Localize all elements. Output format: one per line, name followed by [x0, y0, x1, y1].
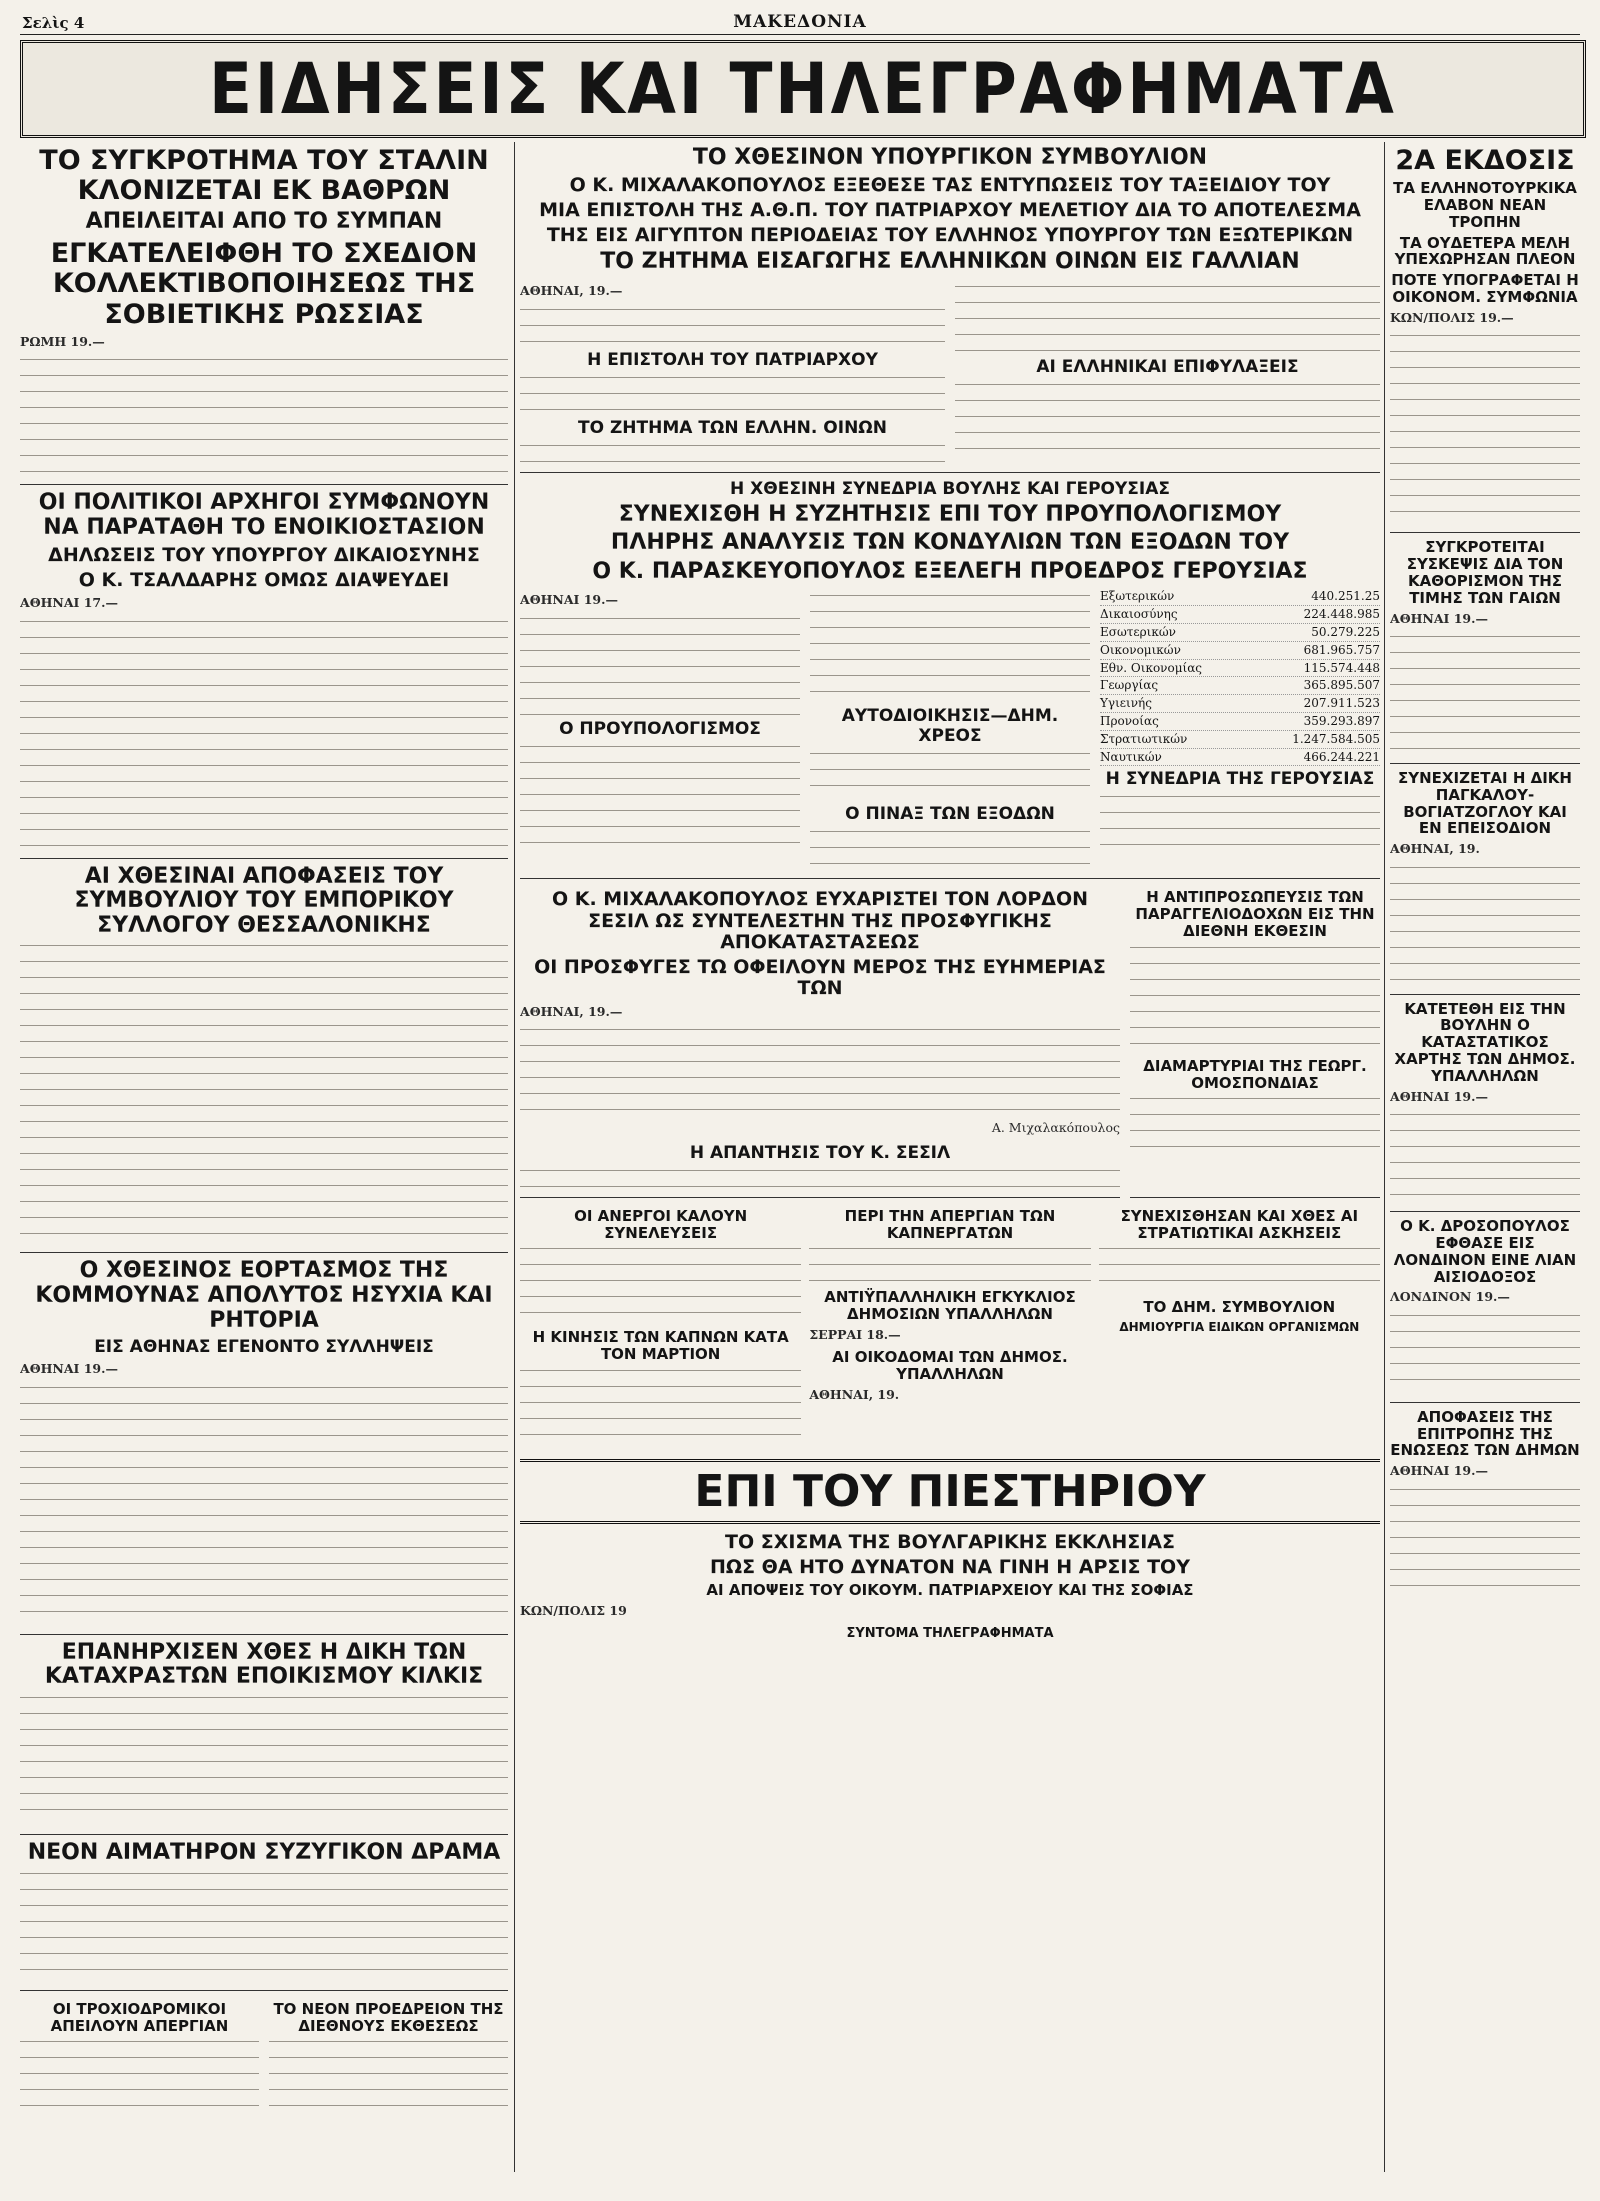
table-row: Εσωτερικών 50.279.225: [1100, 624, 1380, 642]
press-banner: ΕΠΙ ΤΟΥ ΠΙΕΣΤΗΡΙΟΥ: [520, 1459, 1380, 1524]
dateline: ΑΘΗΝΑΙ 19.—: [1390, 1088, 1488, 1104]
body-text: [809, 1245, 1090, 1285]
dateline: ΣΕΡΡΑΙ 18.—: [809, 1326, 901, 1342]
subheadline: ΠΛΗΡΗΣ ΑΝΑΛΥΣΙΣ ΤΩΝ ΚΟΝΔΥΛΙΩΝ ΤΩΝ ΕΞΟΔΩΝ ΤΟΥ: [610, 530, 1290, 556]
headline: Ο Κ. ΜΙΧΑΛΑΚΟΠΟΥΛΟΣ ΕΥΧΑΡΙΣΤΕΙ ΤΟΝ ΛΟΡΔΟΝ ΣΕΣΙΛ ΩΣ ΣΥΝΤΕΛΕΣΤΗΝ ΤΗΣ ΠΡΟΣΦΥΓΙΚΗΣ ΑΠΟΚΑΤΑΣΤΑΣΕΩΣ: [551, 888, 1089, 953]
body-text: [1100, 793, 1380, 853]
article-maneuvers: [1099, 1204, 1380, 1451]
article-tobacco-strike: [809, 1204, 1090, 1451]
body-text: [269, 2038, 508, 2108]
subheadline: Ο Κ. ΠΑΡΑΣΚΕΥΟΠΟΥΛΟΣ ΕΞΕΛΕΓΗ ΠΡΟΕΔΡΟΣ ΓΕΡΟΥΣΙΑΣ: [592, 558, 1308, 584]
table-row: Εξωτερικών 440.251.25: [1100, 588, 1380, 606]
headline: ΟΙ ΤΡΟΧΙΟΔΡΟΜΙΚΟΙ ΑΠΕΙΛΟΥΝ ΑΠΕΡΓΙΑΝ: [50, 1999, 229, 2035]
headline: Η ΚΙΝΗΣΙΣ ΤΩΝ ΚΑΠΝΩΝ ΚΑΤΑ ΤΟΝ ΜΑΡΤΙΟΝ: [532, 1328, 789, 1364]
dateline: ΡΩΜΗ 19.—: [20, 333, 105, 349]
body-text: [1130, 1095, 1380, 1155]
section-banner: [20, 40, 1586, 138]
body-text: [20, 1870, 508, 1980]
headline: Ο ΧΘΕΣΙΝΟΣ ΕΟΡΤΑΣΜΟΣ ΤΗΣ ΚΟΜΜΟΥΝΑΣ ΑΠΟΛΥΤΟΣ ΗΣΥΧΙΑ ΚΑΙ ΡΗΤΟΡΙΑ: [35, 1258, 493, 1333]
headline: ΑΙ ΧΘΕΣΙΝΑΙ ΑΠΟΦΑΣΕΙΣ ΤΟΥ ΣΥΜΒΟΥΛΙΟΥ ΤΟΥ ΕΜΠΟΡΙΚΟΥ ΣΥΛΛΟΓΟΥ ΘΕΣΣΑΛΟΝΙΚΗΣ: [74, 863, 454, 938]
headline: ΣΥΝΕΧΙΣΘΗΣΑΝ ΚΑΙ ΧΘΕΣ ΑΙ ΣΤΡΑΤΙΩΤΙΚΑΙ ΑΣΚΗΣΕΙΣ: [1120, 1206, 1359, 1242]
headline: ΕΠΑΝΗΡΧΙΣΕΝ ΧΘΕΣ Η ΔΙΚΗ ΤΩΝ ΚΑΤΑΧΡΑΣΤΩΝ ΕΠΟΙΚΙΣΜΟΥ ΚΙΛΚΙΣ: [44, 1639, 484, 1690]
dateline: ΑΘΗΝΑΙ, 19.: [1390, 841, 1480, 857]
article-tram: [20, 1997, 259, 2113]
body-text: [955, 381, 1380, 451]
dateline: ΑΘΗΝΑΙ, 19.: [809, 1387, 900, 1403]
article-stalin: [20, 146, 508, 485]
headline: ΤΟ ΣΥΓΚΡΟΤΗΜΑ ΤΟΥ ΣΤΑΛΙΝ ΚΛΟΝΙΖΕΤΑΙ ΕΚ ΒΑΘΡΩΝ: [39, 145, 489, 207]
article-cecil: [520, 885, 1120, 1197]
headline: ΝΕΟΝ ΑΙΜΑΤΗΡΟΝ ΣΥΖΥΓΙΚΟΝ ΔΡΑΜΑ: [27, 1840, 501, 1866]
body-text: [1390, 1486, 1580, 1586]
table-row: Προνοίας 359.293.897: [1100, 713, 1380, 731]
body-text: [20, 1384, 508, 1624]
section-subhead: Η ΑΠΑΝΤΗΣΙΣ ΤΟΥ Κ. ΣΕΣΙΛ: [689, 1142, 951, 1163]
headline: ΑΠΟΦΑΣΕΙΣ ΤΗΣ ΕΠΙΤΡΟΠΗΣ ΤΗΣ ΕΝΩΣΕΩΣ ΤΩΝ ΔΗΜΩΝ: [1390, 1407, 1580, 1460]
edition-title: 2Α ΕΚΔΟΣΙΣ: [1395, 145, 1575, 176]
body-text: [520, 1026, 1120, 1116]
body-text: [520, 1167, 1120, 1187]
signature: Α. Μιχαλακόπουλος: [991, 1120, 1120, 1136]
table-row: Οικονομικών 681.965.757: [1100, 642, 1380, 660]
body-text: [520, 442, 945, 462]
body-text: [810, 828, 1090, 868]
table-row: Στρατιωτικών 1.247.584.505: [1100, 731, 1380, 749]
body-text: [1390, 864, 1580, 984]
headline: ΑΙ ΟΙΚΟΔΟΜΑΙ ΤΩΝ ΔΗΜΟΣ. ΥΠΑΛΛΗΛΩΝ: [832, 1348, 1068, 1384]
table-row: Υγιεινής 207.911.523: [1100, 695, 1380, 713]
body-text: [520, 374, 945, 414]
newspaper-page: [20, 12, 1580, 2177]
headline: ΣΥΓΚΡΟΤΕΙΤΑΙ ΣΥΣΚΕΨΙΣ ΔΙΑ ΤΟΝ ΚΑΘΟΡΙΣΜΟΝ ΤΗΣ ΤΙΜΗΣ ΤΩΝ ΓΑΙΩΝ: [1406, 538, 1564, 607]
subheadline: ΔΗΜΙΟΥΡΓΙΑ ΕΙΔΙΚΩΝ ΟΡΓΑΝΙΣΜΩΝ: [1119, 1320, 1360, 1335]
page-header: [20, 12, 1580, 35]
subheadline: ΠΩΣ ΘΑ ΗΤΟ ΔΥΝΑΤΟΝ ΝΑ ΓΙΝΗ Η ΑΡΣΙΣ ΤΟΥ: [710, 1556, 1190, 1579]
section-subhead: Ο ΠΡΟΥΠΟΛΟΓΙΣΜΟΣ: [559, 718, 761, 739]
headline: ΤΟ ΧΘΕΣΙΝΟΝ ΥΠΟΥΡΓΙΚΟΝ ΣΥΜΒΟΥΛΙΟΝ: [692, 145, 1208, 170]
headline: Ο Κ. ΔΡΟΣΟΠΟΥΛΟΣ ΕΦΘΑΣΕ ΕΙΣ ΛΟΝΔΙΝΟΝ ΕΙΝΕ ΛΙΑΝ ΑΙΣΙΟΔΟΞΟΣ: [1393, 1217, 1577, 1286]
subheadline: ΑΙ ΑΠΟΨΕΙΣ ΤΟΥ ΟΙΚΟΥΜ. ΠΑΤΡΙΑΡΧΕΙΟΥ ΚΑΙ ΤΗΣ ΣΟΦΙΑΣ: [706, 1581, 1194, 1600]
subheadline: ΤΗΣ ΕΙΣ ΑΙΓΥΠΤΟΝ ΠΕΡΙΟΔΕΙΑΣ ΤΟΥ ΕΛΛΗΝΟΣ ΥΠΟΥΡΓΟΥ ΤΩΝ ΕΞΩΤΕΡΙΚΩΝ: [546, 224, 1354, 247]
body-text: [1390, 633, 1580, 753]
body-text: [810, 592, 1090, 702]
body-text: [1390, 1312, 1580, 1392]
body-text: [810, 750, 1090, 800]
body-text: [20, 1694, 508, 1824]
dateline: ΑΘΗΝΑΙ 17.—: [20, 595, 118, 611]
body-text: [1390, 1111, 1580, 1201]
body-text: [520, 615, 800, 715]
dateline: ΑΘΗΝΑΙ 19.—: [520, 592, 618, 608]
body-text: [20, 2038, 259, 2108]
section-subhead: Η ΣΥΝΕΔΡΙΑ ΤΗΣ ΓΕΡΟΥΣΙΑΣ: [1105, 769, 1375, 790]
section-subhead: Ο ΠΙΝΑΞ ΤΩΝ ΕΞΟΔΩΝ: [845, 804, 1055, 825]
body-text: [520, 743, 800, 853]
body-text: [20, 356, 508, 474]
subheadline: ΔΗΛΩΣΕΙΣ ΤΟΥ ΥΠΟΥΡΓΟΥ ΔΙΚΑΙΟΣΥΝΗΣ: [48, 543, 480, 566]
headline: ΔΙΑΜΑΡΤΥΡΙΑΙ ΤΗΣ ΓΕΩΡΓ. ΟΜΟΣΠΟΝΔΙΑΣ: [1143, 1056, 1367, 1092]
subheadline: Ο Κ. ΤΣΑΛΔΑΡΗΣ ΟΜΩΣ ΔΙΑΨΕΥΔΕΙ: [78, 568, 450, 591]
body-text: [20, 942, 508, 1242]
body-text: [520, 1245, 801, 1325]
article-unions: [1390, 1409, 1580, 1586]
right-column: [1390, 142, 1580, 1590]
subheadline: ΟΙ ΠΡΟΣΦΥΓΕΣ ΤΩ ΟΦΕΙΛΟΥΝ ΜΕΡΟΣ ΤΗΣ ΕΥΗΜΕΡΙΑΣ ΤΩΝ: [534, 956, 1106, 1000]
headline: ΣΥΝΕΧΙΖΕΤΑΙ Η ΔΙΚΗ ΠΑΓΚΑΛΟΥ-ΒΟΓΙΑΤΖΟΓΛΟΥ ΚΑΙ ΕΝ ΕΠΕΙΣΟΔΙΟΝ: [1398, 769, 1572, 838]
subheadline: ΠΟΤΕ ΥΠΟΓΡΑΦΕΤΑΙ Η ΟΙΚΟΝΟΜ. ΣΥΜΦΩΝΙΑ: [1391, 271, 1579, 307]
headline: ΣΥΝΕΧΙΣΘΗ Η ΣΥΖΗΤΗΣΙΣ ΕΠΙ ΤΟΥ ΠΡΟΥΠΟΛΟΓΙΣΜΟΥ: [618, 501, 1282, 527]
headline: ΟΙ ΑΝΕΡΓΟΙ ΚΑΛΟΥΝ ΣΥΝΕΛΕΥΣΕΙΣ: [574, 1206, 748, 1242]
section-subhead: ΑΥΤΟΔΙΟΙΚΗΣΙΣ—ΔΗΜ. ΧΡΕΟΣ: [841, 706, 1059, 747]
article-kilkis: [20, 1641, 508, 1835]
budget-table: [1100, 588, 1380, 766]
section-subhead: Η ΕΠΙΣΤΟΛΗ ΤΟΥ ΠΑΤΡΙΑΡΧΟΥ: [587, 349, 878, 370]
headline: ΚΑΤΕΤΕΘΗ ΕΙΣ ΤΗΝ ΒΟΥΛΗΝ Ο ΚΑΤΑΣΤΑΤΙΚΟΣ ΧΑΡΤΗΣ ΤΩΝ ΔΗΜΟΣ. ΥΠΑΛΛΗΛΩΝ: [1394, 999, 1576, 1085]
table-row: Γεωργίας 365.895.507: [1100, 677, 1380, 695]
article-efis: [1390, 539, 1580, 764]
subheadline: ΕΙΣ ΑΘΗΝΑΣ ΕΓΕΝΟΝΤΟ ΣΥΛΛΗΨΕΙΣ: [94, 1337, 434, 1358]
headline: ΑΝΤΙΫΠΑΛΛΗΛΙΚΗ ΕΓΚΥΚΛΙΟΣ ΔΗΜΟΣΙΩΝ ΥΠΑΛΛΗΛΩΝ: [824, 1288, 1076, 1324]
dateline: ΚΩΝ/ΠΟΛΙΣ 19.—: [1390, 309, 1514, 325]
article-charter: [1390, 1001, 1580, 1212]
article-drosopoulos: [1390, 1218, 1580, 1403]
dateline: ΛΟΝΔΙΝΟΝ 19.—: [1390, 1289, 1510, 1305]
body-text: [1390, 332, 1580, 522]
article-exhibition: [1130, 885, 1380, 1197]
body-text: [520, 306, 945, 346]
section-banner-title: ΕΙΔΗΣΕΙΣ ΚΑΙ ΤΗΛΕΓΡΑΦΗΜΑΤΑ: [209, 48, 1397, 130]
body-text: [520, 1367, 801, 1447]
article-cabinet: [520, 146, 1380, 473]
article-emporikos: [20, 865, 508, 1254]
headline: ΠΕΡΙ ΤΗΝ ΑΠΕΡΓΙΑΝ ΤΩΝ ΚΑΠΝΕΡΓΑΤΩΝ: [844, 1206, 1056, 1242]
article-tsaldaris: [20, 491, 508, 858]
body-text: [20, 618, 508, 848]
section-subhead: ΑΙ ΕΛΛΗΝΙΚΑΙ ΕΠΙΦΥΛΑΞΕΙΣ: [1036, 357, 1299, 378]
article-drama: [20, 1841, 508, 1991]
headline: ΤΟ ΔΗΜ. ΣΥΜΒΟΥΛΙΟΝ: [1143, 1298, 1336, 1317]
article-expo: [269, 1997, 508, 2113]
dateline: ΑΘΗΝΑΙ 19.—: [20, 1361, 118, 1377]
body-text: [1130, 944, 1380, 1054]
article-unemployed: [520, 1204, 801, 1451]
subheadline: ΜΙΑ ΕΠΙΣΤΟΛΗ ΤΗΣ Α.Θ.Π. ΤΟΥ ΠΑΤΡΙΑΡΧΟΥ ΜΕΛΕΤΙΟΥ ΔΙΑ ΤΟ ΑΠΟΤΕΛΕΣΜΑ: [539, 198, 1361, 221]
table-row: Εθν. Οικονομίας 115.574.448: [1100, 660, 1380, 678]
dateline: ΑΘΗΝΑΙ 19.—: [1390, 1463, 1488, 1479]
article-pangalos: [1390, 770, 1580, 995]
left-column: [20, 142, 508, 2112]
column-divider: [514, 142, 515, 2172]
body-text: [955, 283, 1380, 353]
table-row: Δικαιοσύνης 224.448.985: [1100, 606, 1380, 624]
headline: ΟΙ ΠΟΛΙΤΙΚΟΙ ΑΡΧΗΓΟΙ ΣΥΜΦΩΝΟΥΝ ΝΑ ΠΑΡΑΤΑΘΗ ΤΟ ΕΝΟΙΚΙΟΣΤΑΣΙΟΝ: [38, 490, 490, 540]
subheadline: Ο Κ. ΜΙΧΑΛΑΚΟΠΟΥΛΟΣ ΕΞΕΘΕΣΕ ΤΑΣ ΕΝΤΥΠΩΣΕΙΣ ΤΟΥ ΤΑΞΕΙΔΙΟΥ ΤΟΥ: [569, 173, 1331, 196]
dateline: ΑΘΗΝΑΙ, 19.—: [520, 283, 623, 299]
dateline: ΑΘΗΝΑΙ 19.—: [1390, 610, 1488, 626]
body-text: [1099, 1245, 1380, 1295]
headline: ΤΟ ΝΕΟΝ ΠΡΟΕΔΡΕΙΟΝ ΤΗΣ ΔΙΕΘΝΟΥΣ ΕΚΘΕΣΕΩΣ: [273, 1999, 504, 2035]
bottom-left-articles: [20, 1997, 508, 2113]
newspaper-name: ΜΑΚΕΔΟΝΙΑ: [733, 12, 867, 32]
headline: ΤΟ ΣΧΙΣΜΑ ΤΗΣ ΒΟΥΛΓΑΡΙΚΗΣ ΕΚΚΛΗΣΙΑΣ: [725, 1530, 1175, 1553]
section-subhead: ΤΟ ΖΗΤΗΜΑ ΤΩΝ ΕΛΛΗΝ. ΟΙΝΩΝ: [578, 417, 887, 438]
headline: ΤΑ ΕΛΛΗΝΟΤΟΥΡΚΙΚΑ ΕΛΑΒΟΝ ΝΕΑΝ ΤΡΟΠΗΝ: [1393, 179, 1577, 231]
dateline: ΑΘΗΝΑΙ, 19.—: [520, 1003, 623, 1019]
article-edition: [1390, 146, 1580, 533]
article-communists: [20, 1259, 508, 1634]
kicker: Η ΧΘΕΣΙΝΗ ΣΥΝΕΔΡΙΑ ΒΟΥΛΗΣ ΚΑΙ ΓΕΡΟΥΣΙΑΣ: [730, 478, 1170, 499]
page-number: Σελὶς 4: [22, 14, 85, 32]
subheadline: ΕΓΚΑΤΕΛΕΙΦΘΗ ΤΟ ΣΧΕΔΙΟΝ ΚΟΛΛΕΚΤΙΒΟΠΟΙΗΣΕΩΣ ΤΗΣ ΣΟΒΙΕΤΙΚΗΣ ΡΩΣΣΙΑΣ: [50, 238, 478, 330]
dateline: ΚΩΝ/ΠΟΛΙΣ 19: [520, 1603, 627, 1619]
column-divider: [1384, 142, 1385, 2172]
headline: Η ΑΝΤΙΠΡΟΣΩΠΕΥΣΙΣ ΤΩΝ ΠΑΡΑΓΓΕΛΙΟΔΟΧΩΝ ΕΙΣ ΤΗΝ ΔΙΕΘΝΗ ΕΚΘΕΣΙΝ: [1135, 888, 1375, 941]
article-budget: [520, 479, 1380, 880]
subheadline: ΤΟ ΖΗΤΗΜΑ ΕΙΣΑΓΩΓΗΣ ΕΛΛΗΝΙΚΩΝ ΟΙΝΩΝ ΕΙΣ ΓΑΛΛΙΑΝ: [600, 249, 1300, 275]
table-row: Ναυτικών 466.244.221: [1100, 749, 1380, 767]
subheadline: ΤΑ ΟΥΔΕΤΕΡΑ ΜΕΛΗ ΥΠΕΧΩΡΗΣΑΝ ΠΛΕΟΝ: [1394, 233, 1576, 269]
footer-headline: ΣΥΝΤΟΜΑ ΤΗΛΕΓΡΑΦΗΜΑΤΑ: [846, 1625, 1054, 1641]
subheadline: ΑΠΕΙΛΕΙΤΑΙ ΑΠΟ ΤΟ ΣΥΜΠΑΝ: [85, 209, 443, 235]
center-column: [520, 142, 1380, 1644]
